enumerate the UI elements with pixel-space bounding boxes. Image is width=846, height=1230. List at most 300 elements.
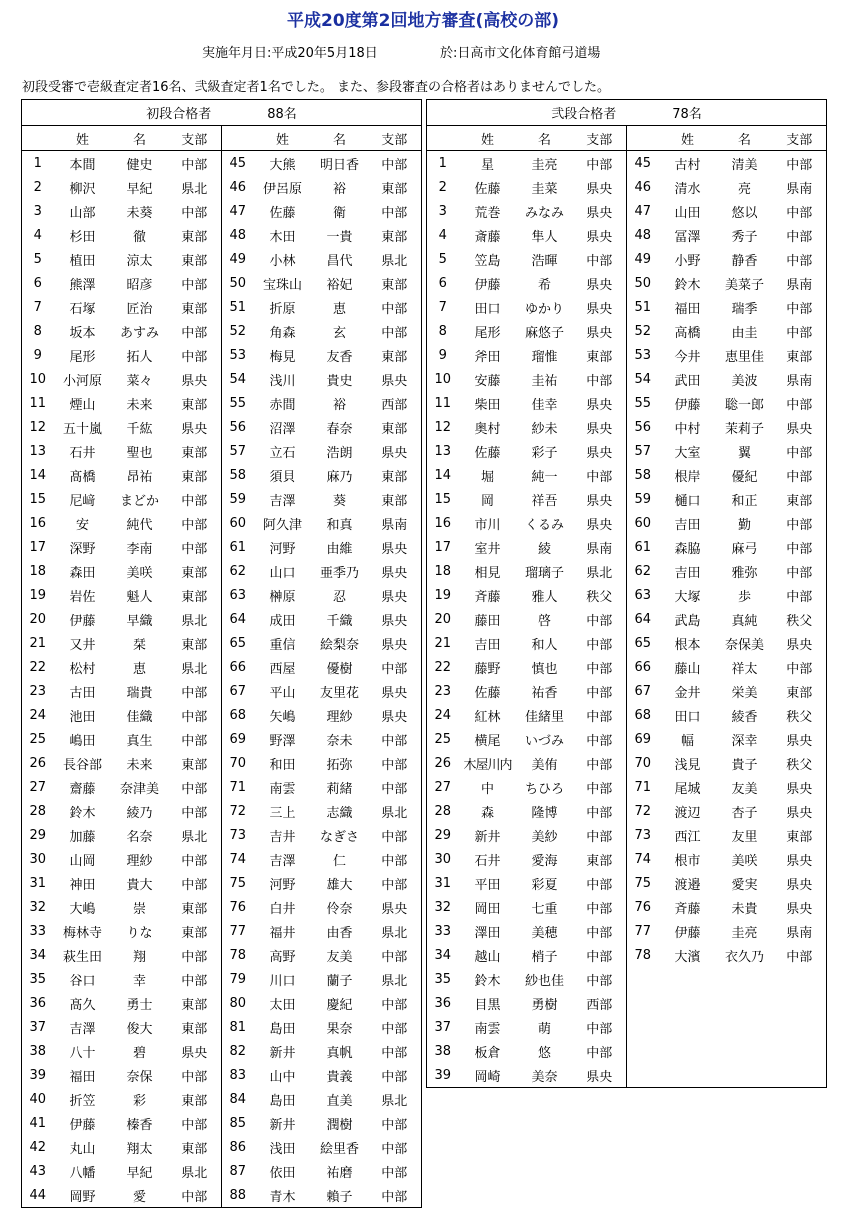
cell-branch [773, 1063, 827, 1088]
cell-no: 56 [627, 415, 659, 439]
cell-given: 李南 [126, 541, 153, 557]
cell-surname: 吉澤 [69, 1021, 96, 1037]
table-row [427, 439, 827, 463]
header-branch: 支部 [168, 126, 222, 151]
cell-no: 45 [222, 151, 254, 176]
cell-branch: 東部 [786, 829, 813, 845]
cell-no: 3 [438, 203, 447, 219]
cell-branch: 中部 [586, 709, 613, 725]
cell-branch: 秩父 [786, 613, 813, 629]
cell-given [717, 1039, 773, 1063]
cell-surname: 島田 [269, 1021, 296, 1037]
table-row [427, 199, 827, 223]
cell-given: 佳織 [126, 709, 153, 725]
cell-given: 直美 [326, 1093, 353, 1109]
cell-branch: 中部 [786, 445, 813, 461]
cell-surname: 岡野 [69, 1189, 96, 1205]
cell-surname: 鈴木 [69, 805, 96, 821]
cell-no: 43 [29, 1163, 47, 1179]
cell-no [627, 967, 659, 991]
cell-given: 瑞貴 [126, 685, 153, 701]
cell-no: 33 [29, 923, 47, 939]
cell-no: 53 [222, 343, 254, 367]
cell-no: 21 [29, 635, 47, 651]
cell-given: 悠以 [731, 205, 758, 221]
cell-given: 優樹 [326, 661, 353, 677]
table-row [22, 511, 422, 535]
cell-surname: 安 [75, 517, 89, 533]
cell-no: 54 [222, 367, 254, 391]
cell-branch: 東部 [381, 421, 408, 437]
cell-surname: 目黒 [474, 997, 501, 1013]
cell-surname: 嶋田 [69, 733, 96, 749]
cell-given: 美波 [731, 373, 758, 389]
cell-no: 44 [29, 1187, 47, 1203]
cell-no: 69 [627, 727, 659, 751]
cell-given: 亜季乃 [319, 565, 359, 581]
cell-given: 賴子 [326, 1189, 353, 1205]
cell-surname: 小野 [674, 253, 701, 269]
cell-given: 圭祐 [531, 373, 558, 389]
table-row [22, 751, 422, 775]
cell-no: 5 [33, 251, 42, 267]
cell-branch: 中部 [181, 709, 208, 725]
cell-surname: 柴田 [474, 397, 501, 413]
cell-given: 綾香 [731, 709, 758, 725]
cell-no: 4 [33, 227, 42, 243]
table-row [22, 631, 422, 655]
header-surname: 姓 [254, 126, 312, 151]
cell-given: 奈保 [126, 1069, 153, 1085]
cell-no: 8 [438, 323, 447, 339]
cell-branch: 中部 [181, 205, 208, 221]
table-row [427, 799, 827, 823]
table-row [22, 1087, 422, 1111]
group-count: 78名 [672, 107, 702, 122]
table-row [427, 607, 827, 631]
cell-given: 由維 [326, 541, 353, 557]
cell-surname: 煙山 [69, 397, 96, 413]
cell-branch: 中部 [786, 517, 813, 533]
cell-no: 30 [434, 851, 452, 867]
cell-branch: 中部 [586, 805, 613, 821]
cell-given: 浩朗 [326, 445, 353, 461]
cell-no: 77 [627, 919, 659, 943]
table-row [22, 559, 422, 583]
cell-given: 綾 [537, 541, 551, 557]
exam-venue: 於:日高市文化体育館弓道場 [440, 46, 601, 61]
cell-branch: 中部 [381, 781, 408, 797]
cell-branch: 東部 [786, 493, 813, 509]
cell-given: 麻悠子 [524, 325, 564, 341]
cell-given: 美咲 [731, 853, 758, 869]
cell-given: 啓 [537, 613, 551, 629]
cell-no: 68 [222, 703, 254, 727]
cell-surname: 古村 [674, 157, 701, 173]
cell-surname: 澤田 [474, 925, 501, 941]
cell-surname: 熊澤 [69, 277, 96, 293]
cell-given: 麻弓 [731, 541, 758, 557]
cell-branch: 県北 [181, 829, 208, 845]
cell-no: 59 [627, 487, 659, 511]
cell-given: 莉緒 [326, 781, 353, 797]
cell-surname: 相見 [474, 565, 501, 581]
cell-surname: 髙久 [69, 997, 96, 1013]
cell-surname: 田口 [674, 709, 701, 725]
cell-no: 71 [222, 775, 254, 799]
cell-given: あすみ [119, 325, 159, 341]
cell-branch: 東部 [181, 445, 208, 461]
cell-given: 瑞季 [731, 301, 758, 317]
cell-no: 64 [222, 607, 254, 631]
cell-given: 祐香 [531, 685, 558, 701]
cell-no: 60 [627, 511, 659, 535]
cell-no: 32 [29, 899, 47, 915]
cell-surname: 重信 [269, 637, 296, 653]
cell-given: 祐磨 [326, 1165, 353, 1181]
cell-surname: 鈴木 [474, 973, 501, 989]
cell-surname: 石井 [69, 445, 96, 461]
cell-given: 由香 [326, 925, 353, 941]
cell-no: 16 [434, 515, 452, 531]
cell-no: 35 [434, 971, 452, 987]
cell-surname: 福井 [269, 925, 296, 941]
cell-given: 圭菜 [531, 181, 558, 197]
cell-surname [659, 1039, 717, 1063]
cell-branch: 中部 [181, 1117, 208, 1133]
cell-no: 69 [222, 727, 254, 751]
table-row [427, 943, 827, 967]
cell-branch [773, 991, 827, 1015]
cell-branch: 県央 [586, 517, 613, 533]
cell-given: 昭彦 [126, 277, 153, 293]
cell-surname: 柳沢 [69, 181, 96, 197]
cell-branch: 県央 [586, 325, 613, 341]
cell-surname: 高橋 [674, 325, 701, 341]
cell-branch: 県南 [786, 925, 813, 941]
cell-surname: 佐藤 [269, 205, 296, 221]
cell-branch: 県央 [786, 877, 813, 893]
cell-branch: 中部 [381, 1165, 408, 1181]
cell-given: まどか [119, 493, 159, 509]
cell-given: 早織 [126, 613, 153, 629]
cell-given: 衣久乃 [724, 949, 764, 965]
cell-branch: 中部 [586, 685, 613, 701]
cell-given: 幸 [132, 973, 146, 989]
cell-given: 潤樹 [326, 1117, 353, 1133]
cell-no: 73 [222, 823, 254, 847]
cell-branch: 中部 [181, 805, 208, 821]
cell-given: 玄 [332, 325, 346, 341]
cell-no: 61 [627, 535, 659, 559]
cell-no: 25 [29, 731, 47, 747]
cell-surname: 池田 [69, 709, 96, 725]
cell-no: 14 [29, 467, 47, 483]
cell-surname: 深野 [69, 541, 96, 557]
cell-no: 65 [222, 631, 254, 655]
cell-surname: 浅見 [674, 757, 701, 773]
table-row [22, 1015, 422, 1039]
cell-surname: 幅 [680, 733, 694, 749]
cell-surname: 渡邉 [674, 877, 701, 893]
cell-given: 翔太 [126, 1141, 153, 1157]
table-row [22, 487, 422, 511]
cell-no: 57 [222, 439, 254, 463]
cell-given: 昂祐 [126, 469, 153, 485]
table-row [427, 775, 827, 799]
table-row [427, 511, 827, 535]
cell-no [627, 1039, 659, 1063]
cell-branch: 東部 [181, 253, 208, 269]
cell-no: 46 [222, 175, 254, 199]
table-row [427, 271, 827, 295]
cell-no: 42 [29, 1139, 47, 1155]
cell-given: 佳幸 [531, 397, 558, 413]
cell-no: 52 [222, 319, 254, 343]
cell-no: 55 [627, 391, 659, 415]
cell-given: 慶紀 [326, 997, 353, 1013]
cell-branch: 中部 [786, 325, 813, 341]
cell-no: 80 [222, 991, 254, 1015]
cell-given: 聖也 [126, 445, 153, 461]
cell-branch: 東部 [181, 589, 208, 605]
cell-surname: 佐藤 [474, 685, 501, 701]
cell-no: 75 [222, 871, 254, 895]
cell-no: 58 [627, 463, 659, 487]
cell-given: 彩 [132, 1093, 146, 1109]
cell-no: 40 [29, 1091, 47, 1107]
cell-no: 16 [29, 515, 47, 531]
header-surname: 姓 [54, 126, 112, 151]
cell-surname: 山中 [269, 1069, 296, 1085]
table-row [22, 535, 422, 559]
table-row [22, 895, 422, 919]
cell-branch: 県央 [586, 301, 613, 317]
cell-branch: 中部 [586, 373, 613, 389]
cell-given: 祥太 [731, 661, 758, 677]
table-row [22, 871, 422, 895]
cell-branch: 中部 [786, 253, 813, 269]
cell-branch: 県央 [381, 613, 408, 629]
cell-branch: 秩父 [786, 709, 813, 725]
table-row [427, 295, 827, 319]
cell-branch: 中部 [181, 733, 208, 749]
cell-surname: 榊原 [269, 589, 296, 605]
cell-surname: 堀 [480, 469, 494, 485]
cell-given: 理紗 [126, 853, 153, 869]
table-row [427, 679, 827, 703]
cell-given: 友美 [731, 781, 758, 797]
cell-no: 28 [29, 803, 47, 819]
cell-no: 72 [627, 799, 659, 823]
cell-branch: 県央 [381, 685, 408, 701]
group-caption-label: 初段合格者 [146, 107, 212, 122]
cell-branch: 中部 [786, 229, 813, 245]
cell-branch: 県央 [786, 733, 813, 749]
cell-branch: 県央 [586, 493, 613, 509]
cell-branch: 中部 [381, 301, 408, 317]
cell-given: 早紀 [126, 181, 153, 197]
cell-given: 恵 [332, 301, 346, 317]
cell-branch: 県央 [586, 445, 613, 461]
table-row [22, 799, 422, 823]
cell-branch: 中部 [786, 205, 813, 221]
cell-branch: 中部 [181, 685, 208, 701]
cell-no: 41 [29, 1115, 47, 1131]
header-branch: 支部 [368, 126, 422, 151]
cell-no: 47 [222, 199, 254, 223]
cell-branch: 中部 [381, 325, 408, 341]
cell-given: 瑠惟 [531, 349, 558, 365]
cell-given: 裕 [332, 181, 346, 197]
cell-surname: 吉田 [474, 637, 501, 653]
table-row [22, 775, 422, 799]
cell-given: 友里花 [319, 685, 359, 701]
cell-branch: 東部 [381, 493, 408, 509]
cell-branch: 秩父 [586, 589, 613, 605]
cell-given: 一貴 [326, 229, 353, 245]
table-row [22, 991, 422, 1015]
cell-surname: 板倉 [474, 1045, 501, 1061]
cell-surname: 白井 [269, 901, 296, 917]
cell-no: 58 [222, 463, 254, 487]
cell-branch: 東部 [786, 685, 813, 701]
cell-surname: 横尾 [474, 733, 501, 749]
cell-surname: 伊藤 [69, 1117, 96, 1133]
cell-branch: 東部 [786, 349, 813, 365]
cell-surname: 和田 [269, 757, 296, 773]
cell-branch: 県央 [586, 421, 613, 437]
cell-given: なぎさ [319, 829, 359, 845]
cell-surname: 萩生田 [62, 949, 102, 965]
cell-given: 茉莉子 [724, 421, 764, 437]
cell-no: 62 [627, 559, 659, 583]
cell-given: 菜々 [126, 373, 153, 389]
cell-branch: 中部 [786, 301, 813, 317]
cell-no: 51 [222, 295, 254, 319]
cell-branch: 中部 [786, 661, 813, 677]
cell-no: 27 [434, 779, 452, 795]
cell-given: 瑠璃子 [524, 565, 564, 581]
group-caption [427, 100, 827, 126]
cell-branch: 中部 [181, 877, 208, 893]
cell-surname: 新井 [474, 829, 501, 845]
cell-branch: 県央 [381, 373, 408, 389]
cell-branch: 県北 [381, 805, 408, 821]
cell-branch: 中部 [381, 661, 408, 677]
cell-surname: 清水 [674, 181, 701, 197]
cell-given: 祥吾 [531, 493, 558, 509]
cell-branch: 中部 [381, 205, 408, 221]
cell-branch: 県央 [586, 229, 613, 245]
cell-surname: 中 [480, 781, 494, 797]
cell-surname: 奥村 [474, 421, 501, 437]
cell-given: ちひろ [524, 781, 564, 797]
table-row [22, 439, 422, 463]
table-row [22, 1183, 422, 1208]
cell-surname: 尾形 [69, 349, 96, 365]
cell-branch: 中部 [586, 925, 613, 941]
table-row [22, 607, 422, 631]
cell-branch: 中部 [381, 877, 408, 893]
cell-given: 和人 [531, 637, 558, 653]
cell-branch: 東部 [181, 469, 208, 485]
cell-given: みなみ [524, 205, 564, 221]
cell-no: 74 [222, 847, 254, 871]
cell-surname: 星 [480, 157, 494, 173]
table-row [22, 703, 422, 727]
cell-branch: 県央 [381, 565, 408, 581]
cell-given: 浩暉 [531, 253, 558, 269]
cell-surname: 成田 [269, 613, 296, 629]
cell-branch: 中部 [586, 733, 613, 749]
cell-branch: 県央 [181, 373, 208, 389]
cell-given: 未来 [126, 757, 153, 773]
exam-note: 初段受審で壱級査定者16名、弐級査定者1名でした。 また、参段審査の合格者はありませんでした。 [22, 80, 610, 95]
cell-branch: 県北 [381, 1093, 408, 1109]
cell-branch: 中部 [181, 853, 208, 869]
cell-surname: 大濱 [674, 949, 701, 965]
cell-given: 蘭子 [326, 973, 353, 989]
cell-no: 88 [222, 1183, 254, 1208]
cell-given: 友美 [326, 949, 353, 965]
table-row [427, 823, 827, 847]
cell-branch: 中部 [181, 325, 208, 341]
cell-given: 友香 [326, 349, 353, 365]
cell-branch: 中部 [381, 733, 408, 749]
table-row [22, 295, 422, 319]
cell-branch: 東部 [181, 1021, 208, 1037]
cell-surname: 吉井 [269, 829, 296, 845]
cell-no: 7 [33, 299, 42, 315]
cell-surname: 須貝 [269, 469, 296, 485]
cell-no: 62 [222, 559, 254, 583]
table-row [22, 847, 422, 871]
cell-no: 81 [222, 1015, 254, 1039]
cell-surname: 三上 [269, 805, 296, 821]
cell-given: 葵 [332, 493, 346, 509]
cell-branch: 県央 [381, 445, 408, 461]
cell-given: 貴史 [326, 373, 353, 389]
table-row [427, 319, 827, 343]
cell-surname: 岡 [480, 493, 494, 509]
cell-branch: 東部 [586, 853, 613, 869]
cell-given: 雅弥 [731, 565, 758, 581]
cell-given: 未葵 [126, 205, 153, 221]
cell-surname: 尼﨑 [69, 493, 96, 509]
cell-no: 29 [434, 827, 452, 843]
cell-given: 秀子 [731, 229, 758, 245]
cell-surname: 福田 [69, 1069, 96, 1085]
cell-surname: 中村 [674, 421, 701, 437]
cell-branch: 中部 [586, 901, 613, 917]
table-row [22, 967, 422, 991]
cell-branch: 東部 [181, 757, 208, 773]
cell-no: 66 [627, 655, 659, 679]
cell-surname: 八幡 [69, 1165, 96, 1181]
table-row [22, 319, 422, 343]
cell-branch: 中部 [381, 997, 408, 1013]
cell-no: 51 [627, 295, 659, 319]
cell-branch: 東部 [381, 229, 408, 245]
cell-given: 奈保美 [724, 637, 764, 653]
table-row [427, 367, 827, 391]
cell-given: 歩 [737, 589, 751, 605]
cell-given: 伶奈 [326, 901, 353, 917]
cell-given: 勇樹 [531, 997, 558, 1013]
cell-surname: 伊藤 [674, 397, 701, 413]
cell-surname: 市川 [474, 517, 501, 533]
